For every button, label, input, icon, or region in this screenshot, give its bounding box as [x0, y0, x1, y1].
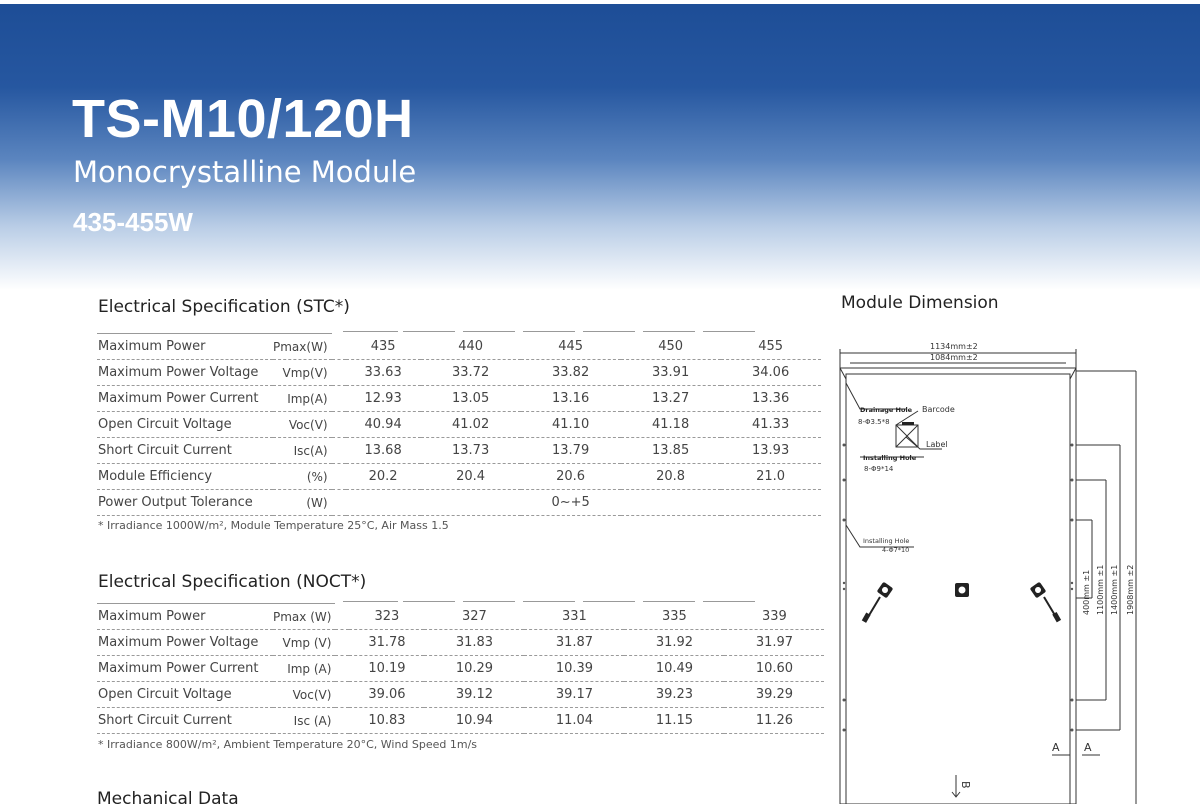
spec-value: 31.87 — [524, 630, 624, 656]
frame-corner-tr — [1070, 368, 1076, 379]
column-header-rule — [523, 601, 575, 602]
barcode-bar — [902, 422, 914, 425]
spec-row — [97, 604, 824, 630]
column-header-rule — [523, 331, 575, 332]
spec-value: 11.26 — [724, 708, 824, 734]
label-label: Label — [926, 440, 948, 449]
spec-value: 11.04 — [524, 708, 624, 734]
spec-gap — [335, 708, 349, 734]
spec-value: 21.0 — [721, 464, 821, 490]
spec-row — [97, 630, 824, 656]
spec-value: 331 — [524, 604, 624, 630]
spec-value: 41.18 — [621, 412, 721, 438]
installing-hole-2-spec: 4-Φ7*10 — [882, 546, 910, 554]
section-a-right-label: A — [1084, 741, 1092, 754]
spec-label: Maximum Power Voltage — [97, 630, 273, 656]
spec-label: Maximum Power Voltage — [97, 360, 273, 386]
barcode-label: Barcode — [922, 405, 955, 414]
noct-spec-table — [97, 603, 824, 734]
spec-value: 13.85 — [621, 438, 721, 464]
spec-unit: Isc(A) — [273, 438, 332, 464]
header-banner — [0, 0, 1200, 290]
spec-row — [97, 708, 824, 734]
spec-value: 31.78 — [349, 630, 424, 656]
spec-value: 11.15 — [624, 708, 724, 734]
stc-spec-table — [97, 333, 821, 516]
drainage-hole-label: Drainage Hole — [860, 406, 913, 414]
stc-footnote: * Irradiance 1000W/m², Module Temperature 25°C, Air Mass 1.5 — [98, 519, 449, 532]
spec-value: 40.94 — [346, 412, 421, 438]
spec-value: 41.33 — [721, 412, 821, 438]
spec-unit: Vmp (V) — [273, 630, 335, 656]
spec-value: 39.17 — [524, 682, 624, 708]
spec-value: 13.79 — [521, 438, 621, 464]
model-title: TS-M10/120H — [72, 89, 414, 149]
spec-value: 13.05 — [421, 386, 521, 412]
spec-label: Maximum Power — [97, 604, 273, 630]
spec-value — [421, 490, 521, 516]
spec-value: 339 — [724, 604, 824, 630]
spec-unit: Pmax (W) — [273, 604, 335, 630]
column-header-rule — [463, 601, 515, 602]
junction-boxes — [862, 582, 1061, 623]
spec-value — [721, 490, 821, 516]
spec-value: 10.94 — [424, 708, 524, 734]
spec-value: 335 — [624, 604, 724, 630]
stc-section-title: Electrical Specification (STC*) — [98, 297, 350, 317]
dim-400-label: 400mm ±1 — [1082, 569, 1091, 615]
spec-value: 327 — [424, 604, 524, 630]
spec-value: 450 — [621, 334, 721, 360]
dim-inner-label: 1084mm±2 — [930, 353, 978, 362]
spec-value: 10.29 — [424, 656, 524, 682]
spec-label: Open Circuit Voltage — [97, 412, 273, 438]
spec-value: 10.83 — [349, 708, 424, 734]
mechanical-section-title: Mechanical Data — [97, 789, 239, 804]
spec-label: Short Circuit Current — [97, 708, 273, 734]
spec-value: 41.10 — [521, 412, 621, 438]
spec-row — [97, 490, 821, 516]
column-header-rule — [643, 331, 695, 332]
section-a-left-label: A — [1052, 741, 1060, 754]
spec-gap — [332, 360, 346, 386]
drainage-hole-spec: 8-Φ3.5*8 — [858, 418, 890, 426]
spec-gap — [332, 386, 346, 412]
installing-hole-2-label: Installing Hole — [863, 537, 910, 545]
column-header-rule — [463, 331, 515, 332]
spec-value: 20.6 — [521, 464, 621, 490]
spec-unit: Imp(A) — [273, 386, 332, 412]
spec-unit: (W) — [273, 490, 332, 516]
spec-label: Power Output Tolerance — [97, 490, 273, 516]
spec-value: 41.02 — [421, 412, 521, 438]
spec-label: Maximum Power — [97, 334, 273, 360]
dim-outer-label: 1134mm±2 — [930, 342, 978, 351]
spec-value: 445 — [521, 334, 621, 360]
spec-value: 13.68 — [346, 438, 421, 464]
spec-gap — [335, 630, 349, 656]
spec-row — [97, 386, 821, 412]
spec-unit: Pmax(W) — [273, 334, 332, 360]
spec-gap — [335, 656, 349, 682]
spec-value: 12.93 — [346, 386, 421, 412]
spec-label: Module Efficiency — [97, 464, 273, 490]
noct-section-title: Electrical Specification (NOCT*) — [98, 572, 367, 592]
spec-value: 39.12 — [424, 682, 524, 708]
spec-gap — [335, 682, 349, 708]
column-header-rule — [703, 331, 755, 332]
column-header-rule — [643, 601, 695, 602]
spec-value: 20.8 — [621, 464, 721, 490]
spec-row — [97, 682, 824, 708]
spec-value: 440 — [421, 334, 521, 360]
spec-row — [97, 412, 821, 438]
column-header-rule — [583, 331, 635, 332]
spec-value: 20.2 — [346, 464, 421, 490]
spec-value: 455 — [721, 334, 821, 360]
spec-row — [97, 438, 821, 464]
spec-value — [346, 490, 421, 516]
spec-gap — [335, 604, 349, 630]
power-range: 435-455W — [73, 207, 193, 237]
product-subtitle: Monocrystalline Module — [73, 155, 417, 189]
spec-gap — [332, 334, 346, 360]
dim-1100-label: 1100mm ±1 — [1096, 564, 1105, 615]
column-header-rule — [343, 601, 398, 602]
spec-value: 13.93 — [721, 438, 821, 464]
installing-hole-spec: 8-Φ9*14 — [864, 465, 894, 473]
column-header-rule — [583, 601, 635, 602]
spec-value: 31.97 — [724, 630, 824, 656]
spec-value: 0~+5 — [521, 490, 621, 516]
spec-value: 33.72 — [421, 360, 521, 386]
spec-unit: Voc(V) — [273, 412, 332, 438]
spec-unit: Isc (A) — [273, 708, 335, 734]
spec-unit: Imp (A) — [273, 656, 335, 682]
spec-value: 33.91 — [621, 360, 721, 386]
spec-value: 34.06 — [721, 360, 821, 386]
spec-gap — [332, 412, 346, 438]
spec-value: 323 — [349, 604, 424, 630]
spec-gap — [332, 490, 346, 516]
spec-unit: Vmp(V) — [273, 360, 332, 386]
frame-corner-tl — [840, 368, 846, 379]
spec-value: 39.06 — [349, 682, 424, 708]
spec-value: 39.23 — [624, 682, 724, 708]
spec-value: 13.36 — [721, 386, 821, 412]
spec-value: 10.49 — [624, 656, 724, 682]
spec-row — [97, 360, 821, 386]
spec-value: 13.73 — [421, 438, 521, 464]
spec-unit: Voc(V) — [273, 682, 335, 708]
spec-gap — [332, 464, 346, 490]
column-header-rule — [403, 601, 455, 602]
dimension-svg — [830, 335, 1200, 804]
spec-value: 33.82 — [521, 360, 621, 386]
dimension-section-title: Module Dimension — [841, 293, 999, 313]
spec-gap — [332, 438, 346, 464]
spec-value: 13.16 — [521, 386, 621, 412]
dim-1908-label: 1908mm ±2 — [1126, 564, 1135, 615]
top-border — [0, 0, 1200, 4]
column-header-rule — [343, 331, 398, 332]
spec-value: 31.83 — [424, 630, 524, 656]
spec-value: 20.4 — [421, 464, 521, 490]
spec-row — [97, 656, 824, 682]
spec-row — [97, 464, 821, 490]
noct-footnote: * Irradiance 800W/m², Ambient Temperature 20°C, Wind Speed 1m/s — [98, 738, 478, 751]
spec-value: 13.27 — [621, 386, 721, 412]
spec-value: 39.29 — [724, 682, 824, 708]
spec-row — [97, 334, 821, 360]
spec-value: 435 — [346, 334, 421, 360]
column-header-rule — [403, 331, 455, 332]
spec-value: 33.63 — [346, 360, 421, 386]
spec-label: Short Circuit Current — [97, 438, 273, 464]
spec-label: Maximum Power Current — [97, 656, 273, 682]
column-header-rule — [703, 601, 755, 602]
spec-label: Maximum Power Current — [97, 386, 273, 412]
module-dimension-drawing — [830, 335, 1200, 804]
spec-value: 10.19 — [349, 656, 424, 682]
section-b-label: B — [959, 781, 972, 789]
spec-value: 31.92 — [624, 630, 724, 656]
spec-value: 10.39 — [524, 656, 624, 682]
spec-unit: (%) — [273, 464, 332, 490]
spec-label: Open Circuit Voltage — [97, 682, 273, 708]
spec-value — [621, 490, 721, 516]
spec-value: 10.60 — [724, 656, 824, 682]
dim-1400-label: 1400mm ±1 — [1110, 564, 1119, 615]
installing-hole-label: Installing Hole — [863, 454, 917, 462]
